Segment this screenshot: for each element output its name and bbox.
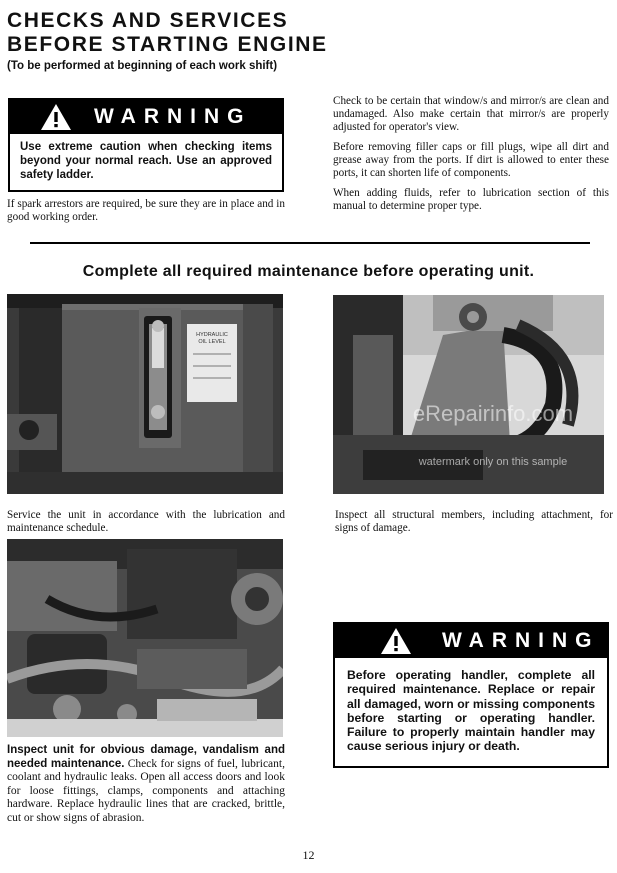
inspect-lead: Inspect unit for obvious damage, vandalism and needed maintenance.: [7, 744, 285, 770]
page-subtitle: (To be performed at beginning of each work shift): [7, 60, 278, 72]
warning-box-ladder: [8, 98, 284, 192]
page-title-line1: CHECKS AND SERVICES: [7, 9, 289, 32]
watermark-note: watermark only on this sample: [418, 456, 568, 468]
page-title-line2: BEFORE STARTING ENGINE: [7, 33, 328, 56]
section-divider: [30, 242, 590, 244]
warning-triangle-icon: [40, 103, 72, 131]
caption-inspect-structure: Inspect all structural members, including attachment, for signs of damage.: [335, 509, 613, 534]
warning-box-maintenance: [333, 622, 609, 768]
warning-triangle-icon: [380, 627, 412, 655]
warning-header: [10, 100, 282, 134]
photo-engine-compartment: [7, 539, 283, 737]
adding-fluids-paragraph: When adding fluids, refer to lubrication section of this manual to determine proper type.: [333, 187, 609, 212]
watermark-site: eRepairinfo.com: [412, 401, 574, 426]
right-column-text: [333, 95, 609, 220]
warning-text: Use extreme caution when checking items beyond your normal reach. Use an approved safety ladder.: [20, 141, 272, 181]
warning-text: Before operating handler, complete all required maintenance. Replace or repair all damaged, worn or missing components before starting or operating handler. Failure to properly maintain handler may cause serious injury or death.: [347, 668, 595, 754]
page-number: 12: [302, 848, 315, 862]
caption-service-schedule: Service the unit in accordance with the lubrication and maintenance schedule.: [7, 509, 285, 534]
filler-caps-paragraph: Before removing filler caps or fill plugs, wipe all dirt and grease away from the ports. If dirt is allowed to enter these ports, it can shorten life of components.: [333, 141, 609, 179]
photo-sight-gauge: [7, 294, 283, 494]
decal-text-line1: HYDRAULIC: [196, 332, 228, 338]
warning-label: WARNING: [442, 629, 600, 652]
maintenance-heading: Complete all required maintenance before operating unit.: [82, 263, 535, 280]
spark-arrestor-note: If spark arrestors are required, be sure they are in place and in good working order.: [7, 198, 285, 223]
inspect-body: Check for signs of fuel, lubricant, coolant and hydraulic leaks. Open all access doors and look for loose fittings, clamps, components and attaching hardware. Replace hydraulic lines that are cracked, brittle, cut or show signs of abrasion.: [7, 757, 285, 824]
warning-label: WARNING: [94, 105, 252, 128]
windows-mirrors-paragraph: Check to be certain that window/s and mirror/s are clean and undamaged. Also make certain that mirror/s are properly adjusted for operator's view.: [333, 95, 609, 133]
photo-structural-members: [333, 295, 604, 494]
warning-header: [335, 624, 607, 658]
decal-text-line2: OIL LEVEL: [198, 339, 226, 345]
inspect-unit-paragraph: [7, 744, 285, 826]
